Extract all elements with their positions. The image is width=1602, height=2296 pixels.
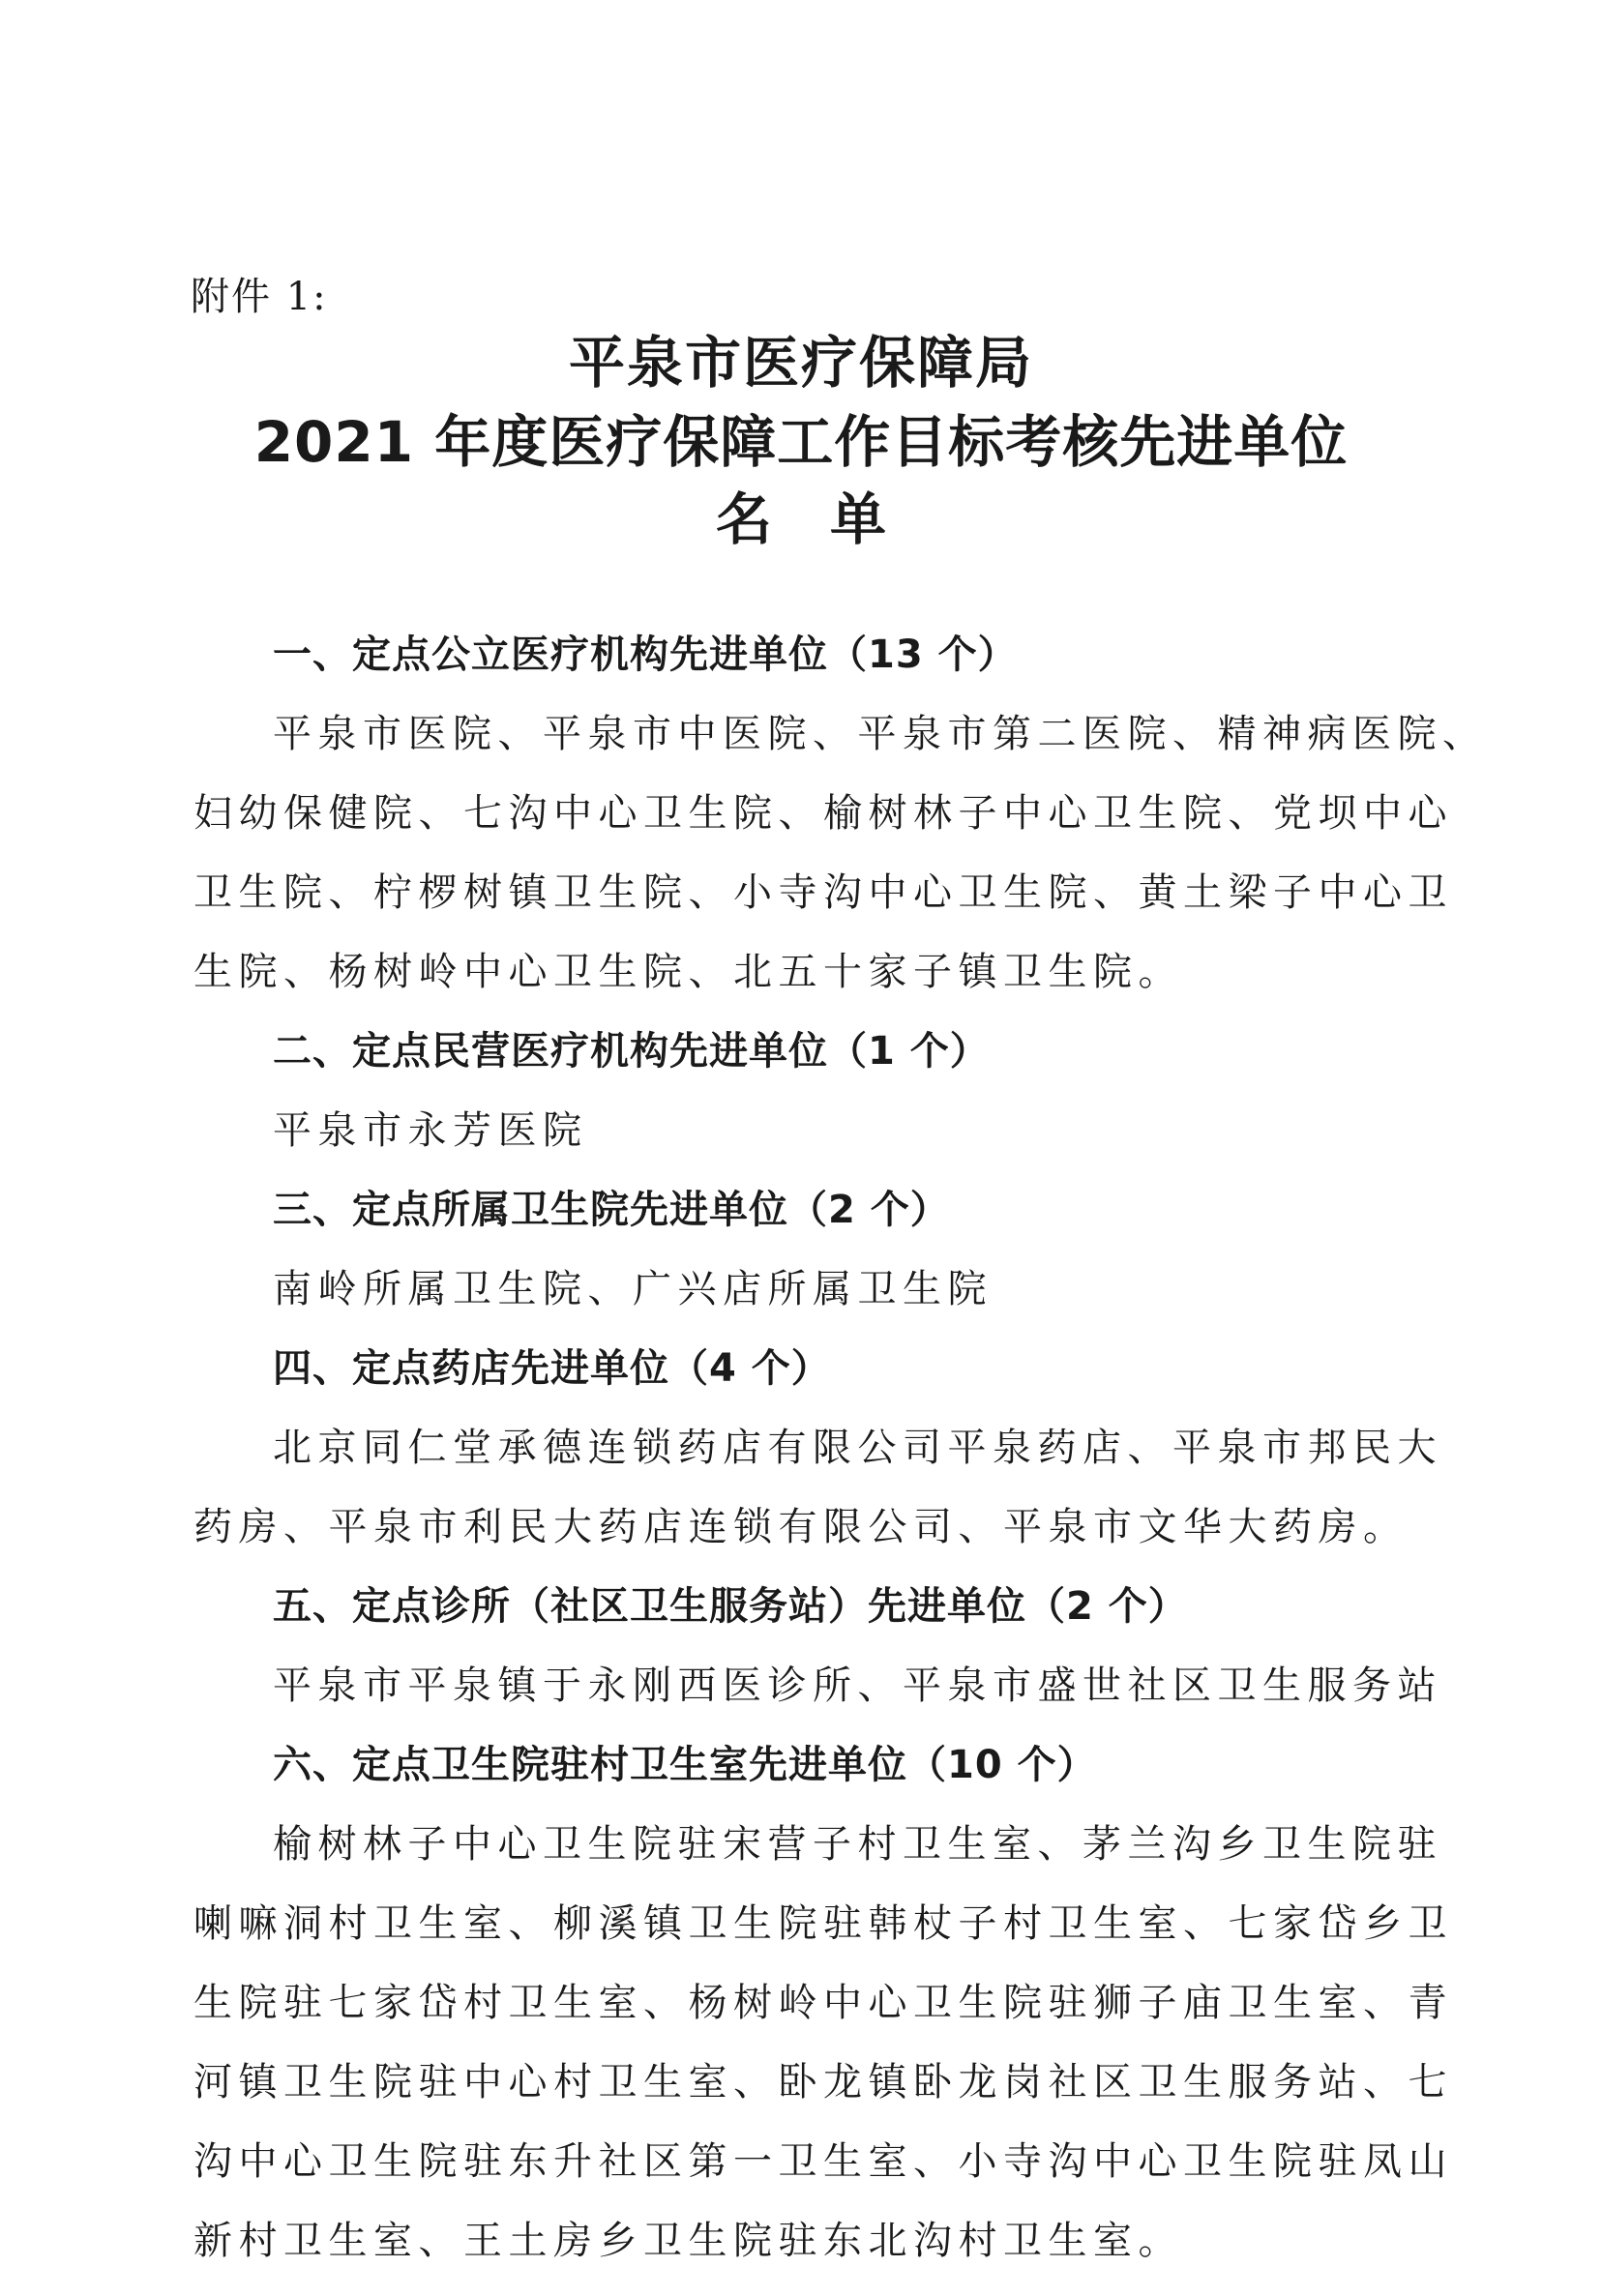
body-line: 河镇卫生院驻中心村卫生室、卧龙镇卧龙岗社区卫生服务站、七 <box>193 2060 1453 2105</box>
section-heading-1: 一、定点公立医疗机构先进单位（13 个） <box>273 633 1018 677</box>
section-heading-6: 六、定点卫生院驻村卫生室先进单位（10 个） <box>273 1743 1097 1787</box>
body-line: 沟中心卫生院驻东升社区第一卫生室、小寺沟中心卫生院驻凤山 <box>193 2139 1453 2184</box>
section-body-2 <box>193 1106 1412 1155</box>
body-line: 喇嘛洞村卫生室、柳溪镇卫生院驻韩杖子村卫生室、七家岱乡卫 <box>193 1901 1453 1946</box>
section-body-5 <box>193 1662 1442 1710</box>
body-line: 卫生院、柠椤树镇卫生院、小寺沟中心卫生院、黄土梁子中心卫 <box>193 870 1453 915</box>
section-heading-4: 四、定点药店先进单位（4 个） <box>273 1346 831 1391</box>
document-title-line-1: 平泉市医疗保障局 <box>568 330 1033 396</box>
section-body-4 <box>193 1424 1442 1551</box>
document-body <box>193 631 1488 2296</box>
document-title-line-3: 名单 <box>715 486 944 552</box>
body-line: 北京同仁堂承德连锁药店有限公司平泉药店、平泉市邦民大 <box>273 1426 1442 1470</box>
body-line: 平泉市医院、平泉市中医院、平泉市第二医院、精神病医院、 <box>273 712 1488 756</box>
body-line: 生院驻七家岱村卫生室、杨树岭中心卫生院驻狮子庙卫生室、青 <box>193 1981 1453 2025</box>
section-heading-5: 五、定点诊所（社区卫生服务站）先进单位（2 个） <box>273 1584 1188 1629</box>
body-line: 平泉市永芳医院 <box>273 1108 588 1153</box>
body-line: 南岭所属卫生院、广兴店所属卫生院 <box>273 1267 993 1311</box>
body-line: 平泉市平泉镇于永刚西医诊所、平泉市盛世社区卫生服务站 <box>273 1663 1442 1708</box>
body-line: 药房、平泉市利民大药店连锁有限公司、平泉市文华大药房。 <box>193 1505 1409 1549</box>
body-line: 新村卫生室、王土房乡卫生院驻东北沟村卫生室。 <box>193 2219 1183 2263</box>
attachment-label: 附件 1: <box>191 275 328 319</box>
section-heading-3: 三、定点所属卫生院先进单位（2 个） <box>273 1188 950 1232</box>
section-body-1 <box>193 710 1488 996</box>
section-heading-2: 二、定点民营医疗机构先进单位（1 个） <box>273 1029 990 1074</box>
body-line: 榆树林子中心卫生院驻宋营子村卫生室、茅兰沟乡卫生院驻 <box>273 1822 1442 1867</box>
body-line: 生院、杨树岭中心卫生院、北五十家子镇卫生院。 <box>193 950 1183 994</box>
body-line: 妇幼保健院、七沟中心卫生院、榆树林子中心卫生院、党坝中心 <box>193 791 1453 836</box>
section-body-6 <box>193 1820 1453 2265</box>
section-body-3 <box>193 1265 1412 1313</box>
document-title-line-2: 2021 年度医疗保障工作目标考核先进单位 <box>253 409 1349 475</box>
